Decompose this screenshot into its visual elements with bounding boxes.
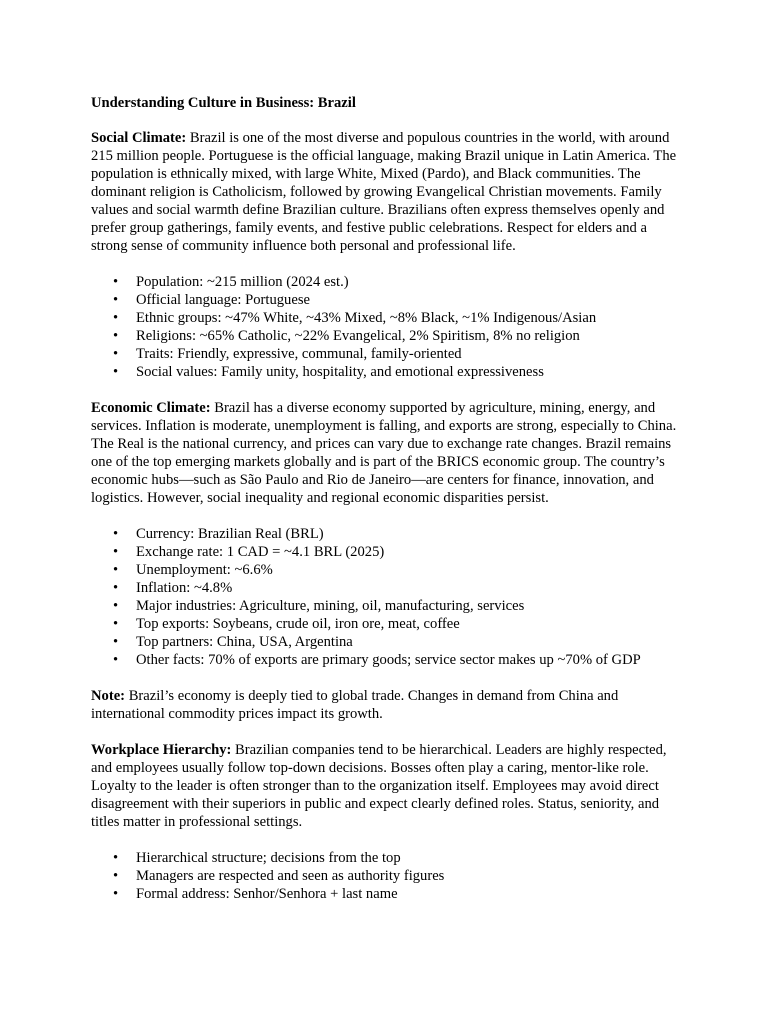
workplace-hierarchy-list <box>91 849 687 903</box>
bullet-icon: • <box>113 652 119 668</box>
document-title: Understanding Culture in Business: Brazil <box>91 95 356 111</box>
bullet-icon: • <box>113 598 119 614</box>
list-item <box>91 273 687 291</box>
list-item-text: Other facts: 70% of exports are primary goods; service sector makes up ~70% of GDP <box>136 652 641 668</box>
list-item-text: Major industries: Agriculture, mining, oil, manufacturing, services <box>136 598 525 614</box>
list-item-text: Managers are respected and seen as authority figures <box>136 868 445 884</box>
bullet-icon: • <box>113 580 119 596</box>
bullet-icon: • <box>113 562 119 578</box>
list-item-text: Official language: Portuguese <box>136 292 310 308</box>
list-item <box>91 579 687 597</box>
bullet-icon: • <box>113 364 119 380</box>
social-climate-list <box>91 273 687 381</box>
note-heading: Note: <box>91 688 126 704</box>
list-item-text: Exchange rate: 1 CAD = ~4.1 BRL (2025) <box>136 544 385 560</box>
bullet-icon: • <box>113 886 119 902</box>
list-item <box>91 651 687 669</box>
economic-climate-paragraph <box>91 399 687 507</box>
list-item <box>91 309 687 327</box>
bullet-icon: • <box>113 274 119 290</box>
list-item <box>91 327 687 345</box>
list-item <box>91 525 687 543</box>
list-item <box>91 615 687 633</box>
social-climate-heading: Social Climate: <box>91 130 187 146</box>
list-item-text: Social values: Family unity, hospitality, and emotional expressiveness <box>136 364 544 380</box>
bullet-icon: • <box>113 328 119 344</box>
list-item-text: Top exports: Soybeans, crude oil, iron ore, meat, coffee <box>136 616 460 632</box>
bullet-icon: • <box>113 310 119 326</box>
bullet-icon: • <box>113 526 119 542</box>
list-item-text: Top partners: China, USA, Argentina <box>136 634 353 650</box>
list-item <box>91 885 687 903</box>
list-item <box>91 849 687 867</box>
note-paragraph <box>91 687 687 723</box>
list-item <box>91 597 687 615</box>
bullet-icon: • <box>113 868 119 884</box>
social-climate-paragraph <box>91 129 687 255</box>
list-item <box>91 345 687 363</box>
list-item <box>91 543 687 561</box>
economic-climate-list <box>91 525 687 669</box>
list-item-text: Religions: ~65% Catholic, ~22% Evangelical, 2% Spiritism, 8% no religion <box>136 328 580 344</box>
economic-climate-heading: Economic Climate: <box>91 400 211 416</box>
list-item-text: Ethnic groups: ~47% White, ~43% Mixed, ~8% Black, ~1% Indigenous/Asian <box>136 310 597 326</box>
note-body: Brazil’s economy is deeply tied to global trade. Changes in demand from China and international commodity prices impact its growth. <box>91 688 619 722</box>
workplace-hierarchy-body: Brazilian companies tend to be hierarchical. Leaders are highly respected, and employees usually follow top-down decisions. Bosses often play a caring, mentor-like role. Loyalty to the leader is often stronger than to the organization itself. Employees may avoid direct disagreement with their superiors in public and expect clearly defined roles. Status, seniority, and titles matter in professional settings. <box>91 742 667 830</box>
bullet-icon: • <box>113 616 119 632</box>
list-item-text: Formal address: Senhor/Senhora + last name <box>136 886 398 902</box>
list-item-text: Population: ~215 million (2024 est.) <box>136 274 349 290</box>
list-item <box>91 633 687 651</box>
list-item-text: Currency: Brazilian Real (BRL) <box>136 526 324 542</box>
list-item-text: Hierarchical structure; decisions from the top <box>136 850 401 866</box>
workplace-hierarchy-heading: Workplace Hierarchy: <box>91 742 232 758</box>
bullet-icon: • <box>113 634 119 650</box>
workplace-hierarchy-paragraph <box>91 741 687 831</box>
list-item-text: Inflation: ~4.8% <box>136 580 233 596</box>
bullet-icon: • <box>113 292 119 308</box>
economic-climate-body: Brazil has a diverse economy supported by agriculture, mining, energy, and services. Inflation is moderate, unemployment is falling, and exports are strong, especially to China. The Real is the national currency, and prices can vary due to exchange rate changes. Brazil remains one of the top emerging markets globally and is part of the BRICS economic group. The country’s economic hubs—such as São Paulo and Rio de Janeiro—are centers for finance, innovation, and logistics. However, social inequality and regional economic disparities persist. <box>91 400 677 506</box>
list-item <box>91 363 687 381</box>
bullet-icon: • <box>113 544 119 560</box>
list-item <box>91 867 687 885</box>
social-climate-body: Brazil is one of the most diverse and populous countries in the world, with around 215 million people. Portuguese is the official language, making Brazil unique in Latin America. The population is ethnically mixed, with large White, Mixed (Pardo), and Black communities. The dominant religion is Catholicism, followed by growing Evangelical Christian movements. Family values and social warmth define Brazilian culture. Brazilians often express themselves openly and prefer group gatherings, family events, and festive public celebrations. Respect for elders and a strong sense of community influence both personal and professional life. <box>91 130 677 254</box>
list-item <box>91 291 687 309</box>
list-item-text: Unemployment: ~6.6% <box>136 562 273 578</box>
bullet-icon: • <box>113 850 119 866</box>
document-page <box>91 94 687 921</box>
bullet-icon: • <box>113 346 119 362</box>
list-item-text: Traits: Friendly, expressive, communal, family-oriented <box>136 346 462 362</box>
list-item <box>91 561 687 579</box>
